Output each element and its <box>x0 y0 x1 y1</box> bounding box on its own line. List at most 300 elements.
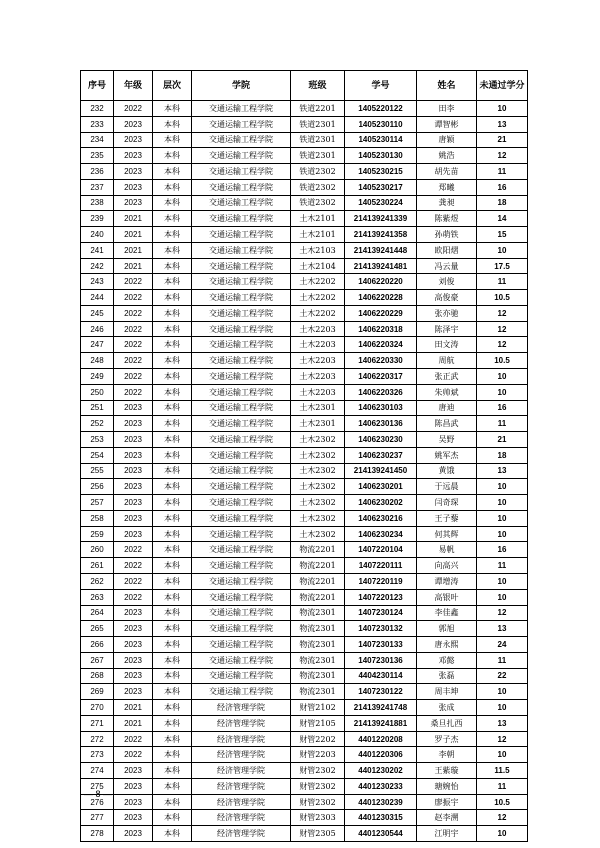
cell-college: 交通运输工程学院 <box>192 479 291 495</box>
cell-grade: 2021 <box>114 211 153 227</box>
cell-level: 本科 <box>153 305 192 321</box>
cell-level: 本科 <box>153 148 192 164</box>
cell-index: 251 <box>81 400 114 416</box>
cell-class: 土木2302 <box>291 463 345 479</box>
cell-student-id: 1406220220 <box>345 274 417 290</box>
cell-student-id: 1406220330 <box>345 353 417 369</box>
cell-name: 邓懿 <box>417 652 477 668</box>
cell-class: 土木2202 <box>291 290 345 306</box>
header-college: 学院 <box>192 71 291 101</box>
table-row <box>81 495 528 511</box>
cell-name: 张成 <box>417 700 477 716</box>
cell-class: 物流2301 <box>291 684 345 700</box>
cell-index: 259 <box>81 526 114 542</box>
cell-name: 田文涛 <box>417 337 477 353</box>
cell-index: 265 <box>81 621 114 637</box>
cell-student-id: 1407220111 <box>345 558 417 574</box>
cell-class: 财管2302 <box>291 763 345 779</box>
table-row <box>81 258 528 274</box>
cell-name: 郭旭 <box>417 621 477 637</box>
cell-failed-credits: 10 <box>477 510 528 526</box>
cell-failed-credits: 12 <box>477 605 528 621</box>
cell-student-id: 1406230216 <box>345 510 417 526</box>
table-row <box>81 400 528 416</box>
header-class: 班级 <box>291 71 345 101</box>
cell-student-id: 1406230103 <box>345 400 417 416</box>
cell-name: 瑭婉怡 <box>417 778 477 794</box>
cell-failed-credits: 12 <box>477 731 528 747</box>
cell-level: 本科 <box>153 195 192 211</box>
cell-grade: 2023 <box>114 510 153 526</box>
cell-grade: 2022 <box>114 353 153 369</box>
cell-grade: 2023 <box>114 668 153 684</box>
cell-student-id: 1406220318 <box>345 321 417 337</box>
cell-class: 土木2203 <box>291 321 345 337</box>
cell-level: 本科 <box>153 700 192 716</box>
cell-failed-credits: 12 <box>477 148 528 164</box>
cell-index: 266 <box>81 637 114 653</box>
cell-grade: 2021 <box>114 258 153 274</box>
table-row <box>81 416 528 432</box>
cell-failed-credits: 13 <box>477 116 528 132</box>
cell-college: 交通运输工程学院 <box>192 463 291 479</box>
cell-grade: 2023 <box>114 794 153 810</box>
table-body <box>81 101 528 842</box>
cell-level: 本科 <box>153 542 192 558</box>
cell-class: 铁道2201 <box>291 101 345 117</box>
cell-index: 261 <box>81 558 114 574</box>
cell-failed-credits: 11 <box>477 558 528 574</box>
cell-class: 物流2301 <box>291 668 345 684</box>
cell-class: 土木2101 <box>291 227 345 243</box>
cell-level: 本科 <box>153 479 192 495</box>
cell-class: 铁道2302 <box>291 164 345 180</box>
cell-name: 唐迪 <box>417 400 477 416</box>
cell-level: 本科 <box>153 290 192 306</box>
cell-grade: 2022 <box>114 384 153 400</box>
table-row <box>81 164 528 180</box>
cell-index: 244 <box>81 290 114 306</box>
cell-failed-credits: 21 <box>477 132 528 148</box>
cell-index: 249 <box>81 369 114 385</box>
cell-class: 财管2105 <box>291 715 345 731</box>
cell-name: 谭增涛 <box>417 573 477 589</box>
cell-college: 交通运输工程学院 <box>192 668 291 684</box>
header-student-id: 学号 <box>345 71 417 101</box>
cell-student-id: 1406230201 <box>345 479 417 495</box>
cell-class: 物流2301 <box>291 621 345 637</box>
table-row <box>81 463 528 479</box>
cell-college: 交通运输工程学院 <box>192 179 291 195</box>
cell-index: 245 <box>81 305 114 321</box>
cell-level: 本科 <box>153 652 192 668</box>
cell-index: 275 <box>81 778 114 794</box>
cell-student-id: 214139241358 <box>345 227 417 243</box>
table-row <box>81 700 528 716</box>
cell-failed-credits: 12 <box>477 321 528 337</box>
cell-level: 本科 <box>153 258 192 274</box>
cell-level: 本科 <box>153 558 192 574</box>
cell-name: 龚昶 <box>417 195 477 211</box>
cell-college: 经济管理学院 <box>192 826 291 842</box>
cell-level: 本科 <box>153 416 192 432</box>
cell-name: 张亦驰 <box>417 305 477 321</box>
cell-index: 242 <box>81 258 114 274</box>
cell-level: 本科 <box>153 179 192 195</box>
cell-class: 土木2301 <box>291 400 345 416</box>
cell-student-id: 214139241339 <box>345 211 417 227</box>
cell-student-id: 1405230110 <box>345 116 417 132</box>
cell-failed-credits: 10 <box>477 101 528 117</box>
cell-class: 土木2203 <box>291 353 345 369</box>
cell-failed-credits: 18 <box>477 447 528 463</box>
table-row <box>81 337 528 353</box>
cell-level: 本科 <box>153 794 192 810</box>
cell-class: 财管2302 <box>291 794 345 810</box>
table-row <box>81 621 528 637</box>
cell-name: 高俊豪 <box>417 290 477 306</box>
table-row <box>81 637 528 653</box>
cell-level: 本科 <box>153 164 192 180</box>
cell-failed-credits: 13 <box>477 621 528 637</box>
cell-failed-credits: 10 <box>477 826 528 842</box>
cell-name: 田李 <box>417 101 477 117</box>
cell-grade: 2023 <box>114 164 153 180</box>
cell-name: 郑曦 <box>417 179 477 195</box>
cell-student-id: 4401230239 <box>345 794 417 810</box>
cell-grade: 2022 <box>114 731 153 747</box>
cell-student-id: 4401230315 <box>345 810 417 826</box>
cell-failed-credits: 12 <box>477 305 528 321</box>
cell-failed-credits: 10 <box>477 700 528 716</box>
cell-name: 周丰坤 <box>417 684 477 700</box>
cell-student-id: 4401230233 <box>345 778 417 794</box>
cell-grade: 2022 <box>114 290 153 306</box>
cell-level: 本科 <box>153 116 192 132</box>
header-failed-credits: 未通过学分 <box>477 71 528 101</box>
cell-grade: 2023 <box>114 652 153 668</box>
cell-failed-credits: 10 <box>477 573 528 589</box>
cell-index: 274 <box>81 763 114 779</box>
cell-failed-credits: 11 <box>477 164 528 180</box>
cell-level: 本科 <box>153 242 192 258</box>
cell-failed-credits: 16 <box>477 542 528 558</box>
table-row <box>81 132 528 148</box>
cell-student-id: 1407220104 <box>345 542 417 558</box>
cell-college: 交通运输工程学院 <box>192 337 291 353</box>
table-row <box>81 763 528 779</box>
cell-level: 本科 <box>153 763 192 779</box>
cell-failed-credits: 15 <box>477 227 528 243</box>
cell-college: 交通运输工程学院 <box>192 274 291 290</box>
table-row <box>81 794 528 810</box>
cell-name: 江明宇 <box>417 826 477 842</box>
cell-name: 闫奇琛 <box>417 495 477 511</box>
cell-index: 273 <box>81 747 114 763</box>
table-row <box>81 227 528 243</box>
cell-level: 本科 <box>153 589 192 605</box>
cell-student-id: 1406230230 <box>345 432 417 448</box>
cell-student-id: 4401220208 <box>345 731 417 747</box>
cell-level: 本科 <box>153 605 192 621</box>
cell-index: 277 <box>81 810 114 826</box>
cell-grade: 2022 <box>114 573 153 589</box>
cell-college: 经济管理学院 <box>192 700 291 716</box>
cell-level: 本科 <box>153 463 192 479</box>
cell-class: 物流2201 <box>291 573 345 589</box>
cell-college: 交通运输工程学院 <box>192 132 291 148</box>
cell-level: 本科 <box>153 495 192 511</box>
cell-class: 财管2302 <box>291 778 345 794</box>
cell-name: 赵李溯 <box>417 810 477 826</box>
cell-failed-credits: 10 <box>477 526 528 542</box>
cell-college: 交通运输工程学院 <box>192 305 291 321</box>
cell-grade: 2023 <box>114 479 153 495</box>
cell-grade: 2023 <box>114 400 153 416</box>
cell-level: 本科 <box>153 637 192 653</box>
cell-college: 交通运输工程学院 <box>192 573 291 589</box>
cell-index: 260 <box>81 542 114 558</box>
table-row <box>81 747 528 763</box>
cell-failed-credits: 14 <box>477 211 528 227</box>
cell-student-id: 4404230114 <box>345 668 417 684</box>
cell-level: 本科 <box>153 778 192 794</box>
cell-name: 唐永熙 <box>417 637 477 653</box>
cell-index: 240 <box>81 227 114 243</box>
cell-failed-credits: 17.5 <box>477 258 528 274</box>
cell-failed-credits: 11 <box>477 652 528 668</box>
cell-name: 谭智彬 <box>417 116 477 132</box>
cell-name: 罗子杰 <box>417 731 477 747</box>
cell-student-id: 1407230136 <box>345 652 417 668</box>
cell-name: 廖振宇 <box>417 794 477 810</box>
cell-name: 于远晨 <box>417 479 477 495</box>
cell-student-id: 1406220324 <box>345 337 417 353</box>
cell-index: 234 <box>81 132 114 148</box>
cell-college: 经济管理学院 <box>192 747 291 763</box>
cell-index: 243 <box>81 274 114 290</box>
cell-index: 252 <box>81 416 114 432</box>
cell-college: 交通运输工程学院 <box>192 164 291 180</box>
cell-college: 交通运输工程学院 <box>192 321 291 337</box>
cell-grade: 2023 <box>114 684 153 700</box>
cell-name: 李佳鑫 <box>417 605 477 621</box>
cell-level: 本科 <box>153 400 192 416</box>
cell-index: 278 <box>81 826 114 842</box>
cell-student-id: 214139241881 <box>345 715 417 731</box>
cell-grade: 2021 <box>114 227 153 243</box>
cell-class: 土木2103 <box>291 242 345 258</box>
table-row <box>81 810 528 826</box>
table-row <box>81 510 528 526</box>
cell-grade: 2023 <box>114 132 153 148</box>
cell-index: 247 <box>81 337 114 353</box>
cell-index: 257 <box>81 495 114 511</box>
cell-level: 本科 <box>153 101 192 117</box>
cell-college: 交通运输工程学院 <box>192 495 291 511</box>
cell-grade: 2023 <box>114 763 153 779</box>
cell-failed-credits: 11 <box>477 416 528 432</box>
cell-college: 交通运输工程学院 <box>192 384 291 400</box>
cell-name: 陈昌武 <box>417 416 477 432</box>
table-row <box>81 558 528 574</box>
cell-class: 土木2302 <box>291 432 345 448</box>
cell-level: 本科 <box>153 810 192 826</box>
cell-college: 交通运输工程学院 <box>192 101 291 117</box>
cell-failed-credits: 16 <box>477 400 528 416</box>
cell-student-id: 1406220317 <box>345 369 417 385</box>
cell-student-id: 1405230217 <box>345 179 417 195</box>
table-row <box>81 116 528 132</box>
cell-failed-credits: 10 <box>477 747 528 763</box>
cell-student-id: 214139241481 <box>345 258 417 274</box>
table-row <box>81 369 528 385</box>
cell-index: 262 <box>81 573 114 589</box>
cell-level: 本科 <box>153 432 192 448</box>
table-row <box>81 101 528 117</box>
cell-student-id: 214139241748 <box>345 700 417 716</box>
cell-grade: 2022 <box>114 589 153 605</box>
cell-level: 本科 <box>153 132 192 148</box>
cell-grade: 2022 <box>114 542 153 558</box>
cell-level: 本科 <box>153 211 192 227</box>
cell-index: 268 <box>81 668 114 684</box>
table-row <box>81 148 528 164</box>
table-row <box>81 652 528 668</box>
cell-name: 王子藜 <box>417 510 477 526</box>
cell-name: 张磊 <box>417 668 477 684</box>
cell-college: 交通运输工程学院 <box>192 242 291 258</box>
cell-college: 交通运输工程学院 <box>192 605 291 621</box>
cell-grade: 2023 <box>114 637 153 653</box>
cell-index: 264 <box>81 605 114 621</box>
cell-class: 物流2201 <box>291 558 345 574</box>
cell-student-id: 1406230136 <box>345 416 417 432</box>
table-header-row <box>81 71 528 101</box>
cell-failed-credits: 13 <box>477 715 528 731</box>
cell-student-id: 1406230234 <box>345 526 417 542</box>
cell-college: 交通运输工程学院 <box>192 621 291 637</box>
cell-name: 陈泽宇 <box>417 321 477 337</box>
cell-college: 交通运输工程学院 <box>192 369 291 385</box>
cell-college: 交通运输工程学院 <box>192 637 291 653</box>
table-row <box>81 447 528 463</box>
cell-student-id: 1405230114 <box>345 132 417 148</box>
cell-college: 交通运输工程学院 <box>192 510 291 526</box>
cell-student-id: 1405220122 <box>345 101 417 117</box>
cell-grade: 2022 <box>114 558 153 574</box>
cell-student-id: 1407230133 <box>345 637 417 653</box>
cell-grade: 2023 <box>114 179 153 195</box>
header-name: 姓名 <box>417 71 477 101</box>
cell-name: 唐颖 <box>417 132 477 148</box>
cell-index: 254 <box>81 447 114 463</box>
cell-index: 237 <box>81 179 114 195</box>
cell-name: 易帆 <box>417 542 477 558</box>
cell-class: 财管2203 <box>291 747 345 763</box>
cell-failed-credits: 21 <box>477 432 528 448</box>
failed-credits-table <box>80 70 528 842</box>
table-row <box>81 384 528 400</box>
cell-grade: 2023 <box>114 463 153 479</box>
cell-class: 土木2202 <box>291 274 345 290</box>
cell-level: 本科 <box>153 715 192 731</box>
cell-class: 铁道2301 <box>291 132 345 148</box>
cell-failed-credits: 13 <box>477 463 528 479</box>
cell-name: 张正武 <box>417 369 477 385</box>
cell-name: 高银叶 <box>417 589 477 605</box>
cell-name: 黄饿 <box>417 463 477 479</box>
cell-college: 交通运输工程学院 <box>192 526 291 542</box>
table-row <box>81 526 528 542</box>
cell-college: 交通运输工程学院 <box>192 116 291 132</box>
cell-name: 欧阳熠 <box>417 242 477 258</box>
cell-failed-credits: 22 <box>477 668 528 684</box>
cell-name: 吴野 <box>417 432 477 448</box>
cell-index: 272 <box>81 731 114 747</box>
cell-class: 土木2302 <box>291 526 345 542</box>
table-row <box>81 479 528 495</box>
table-row <box>81 731 528 747</box>
cell-college: 交通运输工程学院 <box>192 684 291 700</box>
cell-college: 经济管理学院 <box>192 731 291 747</box>
cell-level: 本科 <box>153 573 192 589</box>
cell-index: 246 <box>81 321 114 337</box>
cell-name: 王紫璇 <box>417 763 477 779</box>
cell-grade: 2023 <box>114 495 153 511</box>
table-row <box>81 668 528 684</box>
cell-college: 交通运输工程学院 <box>192 227 291 243</box>
table-row <box>81 605 528 621</box>
table-row <box>81 778 528 794</box>
cell-level: 本科 <box>153 321 192 337</box>
cell-failed-credits: 10 <box>477 242 528 258</box>
cell-index: 263 <box>81 589 114 605</box>
cell-student-id: 4401230544 <box>345 826 417 842</box>
cell-grade: 2023 <box>114 195 153 211</box>
cell-index: 255 <box>81 463 114 479</box>
cell-class: 铁道2302 <box>291 195 345 211</box>
cell-name: 李朝 <box>417 747 477 763</box>
cell-level: 本科 <box>153 447 192 463</box>
cell-college: 交通运输工程学院 <box>192 290 291 306</box>
cell-failed-credits: 10 <box>477 369 528 385</box>
cell-student-id: 1406220228 <box>345 290 417 306</box>
cell-failed-credits: 16 <box>477 179 528 195</box>
cell-student-id: 1407230132 <box>345 621 417 637</box>
cell-grade: 2022 <box>114 337 153 353</box>
cell-name: 冯云量 <box>417 258 477 274</box>
cell-grade: 2022 <box>114 101 153 117</box>
table-row <box>81 715 528 731</box>
cell-name: 陈紫煜 <box>417 211 477 227</box>
cell-name: 姚浩 <box>417 148 477 164</box>
cell-grade: 2023 <box>114 416 153 432</box>
cell-name: 朱帅斌 <box>417 384 477 400</box>
cell-college: 交通运输工程学院 <box>192 148 291 164</box>
table-row <box>81 290 528 306</box>
cell-college: 交通运输工程学院 <box>192 432 291 448</box>
cell-index: 236 <box>81 164 114 180</box>
cell-failed-credits: 10 <box>477 479 528 495</box>
cell-class: 土木2301 <box>291 416 345 432</box>
cell-level: 本科 <box>153 747 192 763</box>
cell-failed-credits: 11 <box>477 778 528 794</box>
cell-level: 本科 <box>153 369 192 385</box>
cell-grade: 2023 <box>114 826 153 842</box>
cell-grade: 2023 <box>114 621 153 637</box>
cell-grade: 2023 <box>114 432 153 448</box>
